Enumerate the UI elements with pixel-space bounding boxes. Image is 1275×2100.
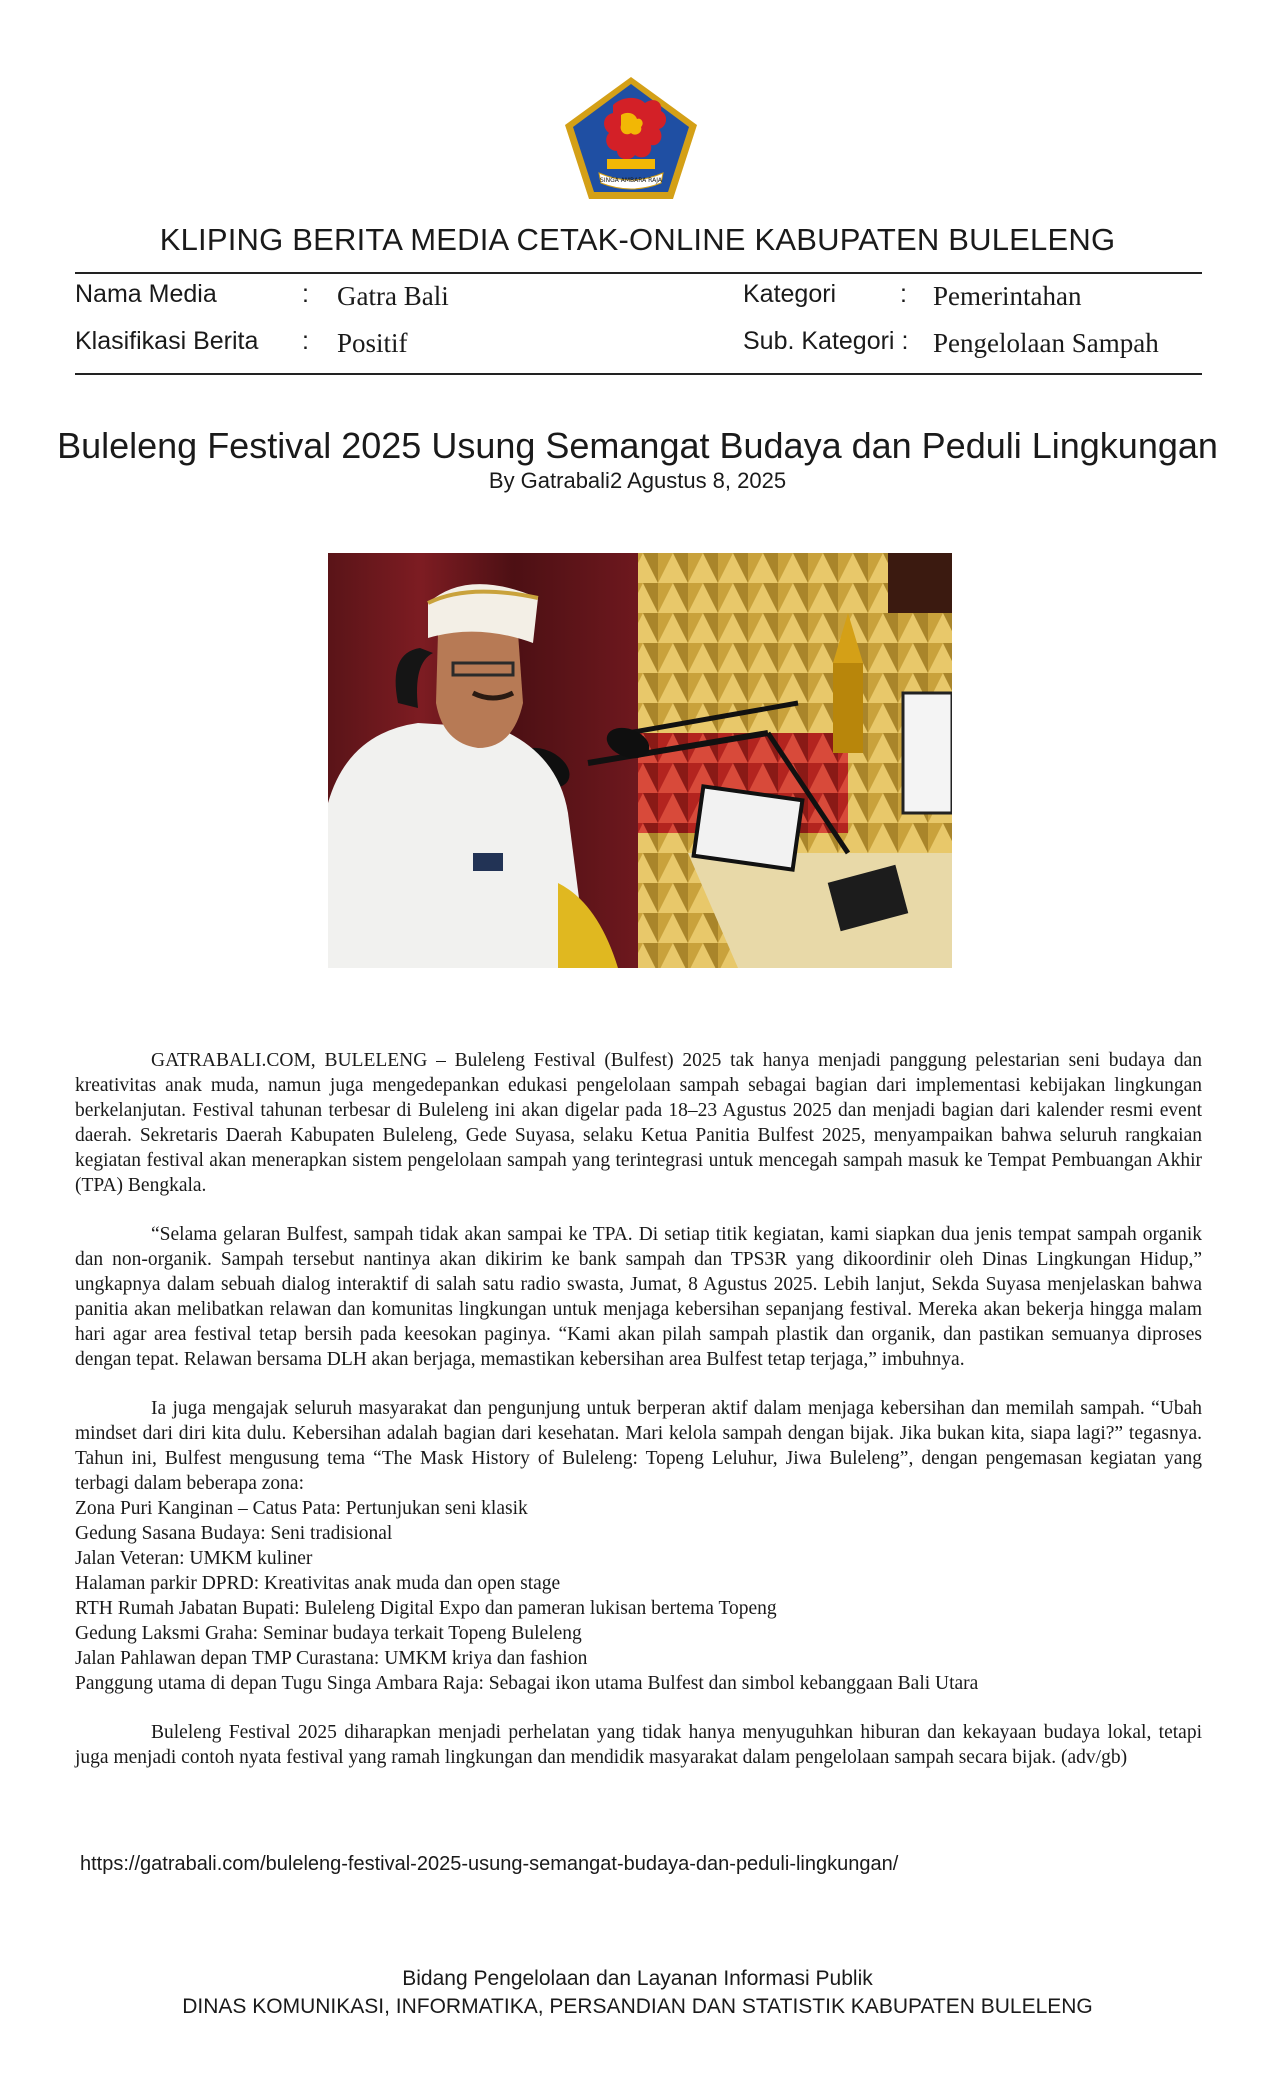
media-name-colon: : [302,280,309,308]
list-item: Halaman parkir DPRD: Kreativitas anak muda dan open stage [75,1573,561,1594]
source-url-link[interactable]: https://gatrabali.com/buleleng-festival-2025-usung-semangat-budaya-dan-peduli-lingkungan/ [80,1853,899,1875]
article-photo [328,553,952,968]
article-title: Buleleng Festival 2025 Usung Semangat Budaya dan Peduli Lingkungan [57,425,1218,466]
logo-banner-text: SINGA AMBARA RAJA [600,177,662,184]
category-label: Kategori [743,280,837,308]
festival-zone-list [75,1496,1202,1696]
list-item: Gedung Sasana Budaya: Seni tradisional [75,1523,393,1544]
header-top-divider [75,272,1202,274]
subcategory-label: Sub. Kategori : [743,327,909,355]
clipping-header-title: KLIPING BERITA MEDIA CETAK-ONLINE KABUPATEN BULELENG [159,222,1116,257]
list-item: Jalan Veteran: UMKM kuliner [75,1548,313,1569]
article-body [75,1048,1202,1794]
list-item: Gedung Laksmi Graha: Seminar budaya terkait Topeng Buleleng [75,1623,582,1644]
media-name-label: Nama Media [75,280,217,308]
list-item: Jalan Pahlawan depan TMP Curastana: UMKM kriya dan fashion [75,1648,588,1669]
footer-agency: DINAS KOMUNIKASI, INFORMATIKA, PERSANDIAN DAN STATISTIK KABUPATEN BULELENG [182,1995,1093,2018]
news-classification-colon: : [302,327,309,355]
article-paragraph: Buleleng Festival 2025 diharapkan menjadi perhelatan yang tidak hanya menyuguhkan hiburan dan kekayaan budaya lokal, tetapi juga menjadi contoh nyata festival yang ramah lingkungan dan mendidik masyarakat dalam pengelolaan sampah secara bijak. (adv/gb) [75,1722,1202,1768]
list-item: Panggung utama di depan Tugu Singa Ambara Raja: Sebagai ikon utama Bulfest dan simbol kebanggaan Bali Utara [75,1673,979,1694]
list-item: Zona Puri Kanginan – Catus Pata: Pertunjukan seni klasik [75,1498,528,1519]
article-paragraph: GATRABALI.COM, BULELENG – Buleleng Festival (Bulfest) 2025 tak hanya menjadi panggung pelestarian seni budaya dan kreativitas anak muda, namun juga mengedepankan edukasi pengelolaan sampah sebagai bagian dari implementasi kebijakan lingkungan berkelanjutan. Festival tahunan terbesar di Buleleng ini akan digelar pada 18–23 Agustus 2025 dan menjadi bagian dari kalender resmi event daerah. Sekretaris Daerah Kabupaten Buleleng, Gede Suyasa, selaku Ketua Panitia Bulfest 2025, menyampaikan bahwa seluruh rangkaian kegiatan festival akan menerapkan sistem pengelolaan sampah yang terintegrasi untuk mencegah sampah masuk ke Tempat Pembuangan Akhir (TPA) Bengkala. [75,1050,1202,1196]
category-value: Pemerintahan [933,281,1082,311]
footer-division: Bidang Pengelolaan dan Layanan Informasi Publik [402,1967,873,1990]
list-item: RTH Rumah Jabatan Bupati: Buleleng Digital Expo dan pameran lukisan bertema Topeng [75,1598,777,1619]
category-colon: : [900,280,907,308]
header-bottom-divider [75,373,1202,375]
kabupaten-buleleng-logo [563,75,699,201]
subcategory-value: Pengelolaan Sampah [933,328,1159,358]
news-classification-value: Positif [337,328,408,358]
news-classification-label: Klasifikasi Berita [75,327,259,355]
article-paragraph: Ia juga mengajak seluruh masyarakat dan pengunjung untuk berperan aktif dalam menjaga kebersihan dan memilah sampah. “Ubah mindset dari diri kita dulu. Kebersihan adalah bagian dari kesehatan. Mari kelola sampah dengan bijak. Jika bukan kita, siapa lagi?” tegasnya. Tahun ini, Bulfest mengusung tema “The Mask History of Buleleng: Topeng Leluhur, Jiwa Buleleng”, dengan pengemasan kegiatan yang terbagi dalam beberapa zona: [75,1398,1202,1494]
article-paragraph: “Selama gelaran Bulfest, sampah tidak akan sampai ke TPA. Di setiap titik kegiatan, kami siapkan dua jenis tempat sampah organik dan non-organik. Sampah tersebut nantinya akan dikirim ke bank sampah dan TPS3R yang dikoordinir oleh Dinas Lingkungan Hidup,” ungkapnya dalam sebuah dialog interaktif di salah satu radio swasta, Jumat, 8 Agustus 2025. Lebih lanjut, Sekda Suyasa menjelaskan bahwa panitia akan melibatkan relawan dan komunitas lingkungan untuk menjaga kebersihan sepanjang festival. Mereka akan bekerja hingga malam hari agar area festival tetap bersih pada keesokan paginya. “Kami akan pilah sampah plastik dan organik, dan pastikan semuanya diproses dengan tepat. Relawan bersama DLH akan berjaga, memastikan kebersihan area Bulfest tetap terjaga,” imbuhnya. [75,1224,1202,1370]
media-name-value: Gatra Bali [337,281,449,311]
article-byline: By Gatrabali2 Agustus 8, 2025 [488,468,787,493]
